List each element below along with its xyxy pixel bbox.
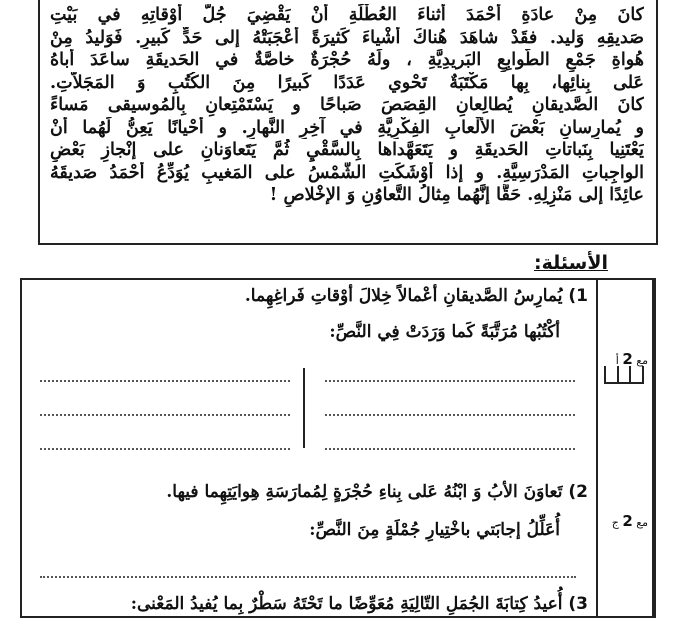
passage-line: عَلى بِنائِها، بِها مَكْتَبَةٌ تَحْوي عَدَدًا كَبيرًا مِنَ الكُتُبِ وَ المَجَلاّتِ. <box>50 72 644 93</box>
question-3 <box>131 594 588 614</box>
criterion-grade: 2 <box>622 350 633 368</box>
answer-line[interactable] <box>40 414 290 416</box>
passage-line: الواجِباتِ المَدْرَسِيَّةِ. و إذا أوْشَكَتِ الشَّمْسُ على المَغيبِ يُوَدِّعُ أحْمَدُ صَديقَهُ <box>50 162 644 183</box>
question-1 <box>245 286 588 306</box>
passage-line: كانَ الصَّديقانِ يُطالِعانِ القِصَصَ صَباحًا و يَسْتَمْتِعانِ بِالمُوسيقى مَساءً <box>50 95 644 115</box>
questions-section <box>20 278 656 618</box>
answer-line[interactable] <box>325 380 575 382</box>
answer-line[interactable] <box>40 380 290 382</box>
criterion-label: مع <box>636 516 648 529</box>
passage-line: و يُمارِسانِ بَعْضَ الألْعابِ الفِكْرِيَّةِ في آخِرِ النَّهارِ. و أحْيانًا يَعِنُّ لَهُما أنْ <box>50 117 644 138</box>
passage-line: صَديقِهِ وَليد. فقَدْ شاهَدَ هُناكَ أشْياءَ كَثيرَةً أعْجَبَتْهُ إلى حَدٍّ كَبيرٍ. فَوَليدُ مِنْ <box>50 27 644 48</box>
answer-line[interactable] <box>325 448 575 450</box>
questions-area <box>22 280 596 616</box>
question-1-instruction: أكْتُبُها مُرَتَّبَةً كَما وَرَدَتْ فِي النَّصِّ: <box>329 322 560 342</box>
question-2 <box>166 482 588 502</box>
answer-divider <box>303 368 305 448</box>
questions-heading: الأسئلة: <box>534 252 608 274</box>
reading-passage <box>38 0 658 245</box>
passage-line: كانَ مِنْ عادَةِ أحْمَدَ أثناءَ العُطْلَةِ أنْ يَقْضِيَ جُلَّ أوْقاتِهِ في بَيْتِ <box>50 5 644 25</box>
answer-line[interactable] <box>40 448 290 450</box>
passage-line: عائِدًا إلى مَنْزِلِهِ. حَقًّا إنَّهُما مِثالُ التَّعاوُنِ وَ الإخْلاصِ ! <box>269 185 644 205</box>
answer-line[interactable] <box>325 414 575 416</box>
question-2-text: تَعاوَنَ الأبُ وَ ابْنُهُ عَلى بِناءِ حُجْرَةٍ لِمُمارَسَةِ هِوايَتِهِما فيها. <box>166 482 563 502</box>
question-3-number: 3) <box>568 594 588 614</box>
passage-line: يَعْتَنِيا بِنَباتاتِ الحَديقَةِ و يَتَعَهَّداها بِالسَّقْيِ ثُمَّ يَتَعاوَنانِ على إنْجازِ بَعْضِ <box>50 140 644 160</box>
criterion-label: مع <box>636 354 648 367</box>
question-1-number: 1) <box>568 286 588 306</box>
criterion-letter: ج <box>611 516 619 529</box>
answer-line[interactable] <box>40 576 576 578</box>
question-1-text: يُمارِسُ الصَّديقانِ أعْمالاً خِلالَ أوْقاتِ فَراغِهِما. <box>244 286 563 306</box>
score-column <box>596 280 654 616</box>
criterion-grade: 2 <box>622 512 633 530</box>
passage-line: هُواةِ جَمْعِ الطَّوابِعِ البَريدِيَّةِ ، ولَهُ حُجْرَةٌ خاصَّةٌ في الحَديقَةِ ساعَدَ أباهُ <box>50 50 644 70</box>
score-box[interactable] <box>604 366 619 382</box>
question-2-number: 2) <box>568 482 588 502</box>
criterion-letter: أ <box>615 354 619 367</box>
score-box[interactable] <box>631 366 644 382</box>
criterion-mark-2 <box>612 512 648 530</box>
score-boxes[interactable] <box>604 366 644 384</box>
score-box[interactable] <box>619 366 632 382</box>
question-3-text: أُعيدُ كِتابَةَ الجُمَلِ التّالِيَةِ مُعَوِّضًا ما تَحْتَهُ سَطْرٌ بِما يُفيدُ المَعْنى: <box>130 594 563 614</box>
question-2-instruction: أُعَلِّلُ إجابَتي باخْتِيارِ جُمْلَةٍ مِنَ النَّصِّ: <box>309 520 560 540</box>
